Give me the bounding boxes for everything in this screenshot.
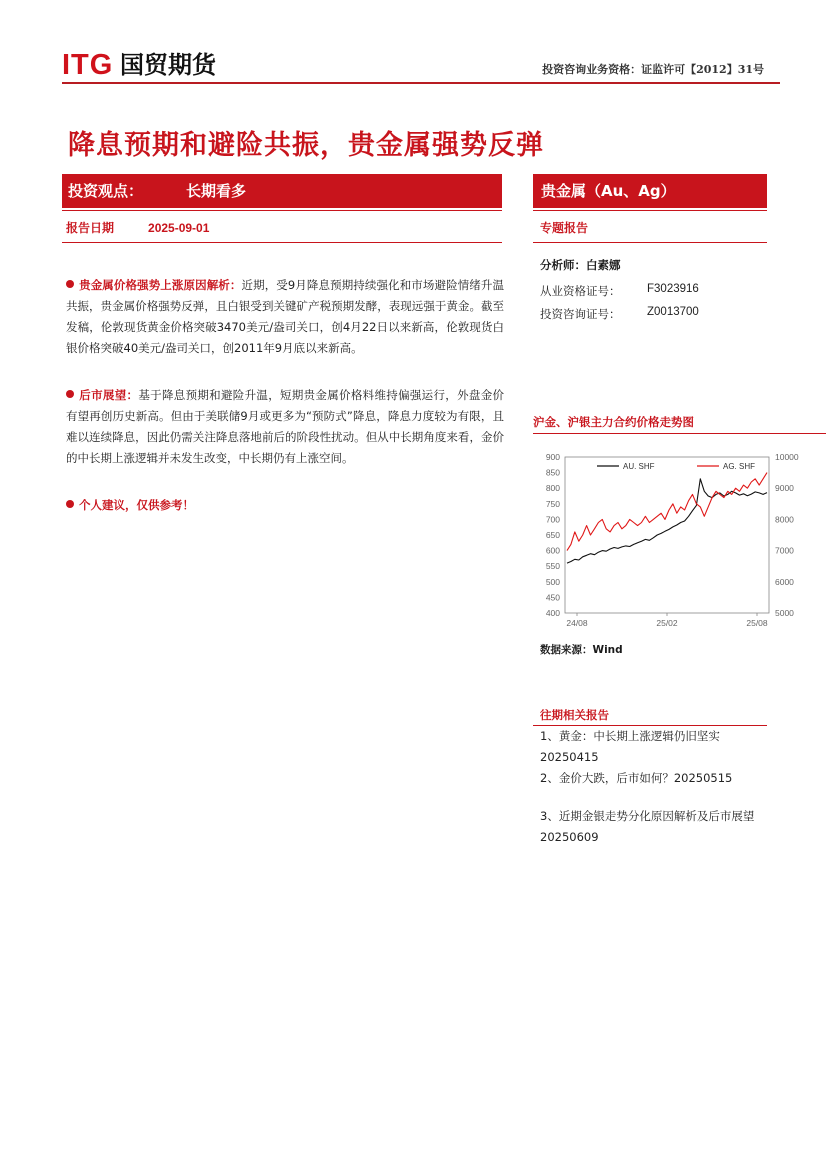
- y-right-tick-label: 9000: [775, 483, 794, 494]
- advisory-cert: [540, 306, 699, 322]
- y-left-tick-label: 700: [545, 514, 560, 525]
- date-underline: [62, 242, 502, 243]
- bullet-icon: [66, 500, 74, 508]
- x-tick-label: 24/08: [566, 618, 588, 628]
- y-left-tick-label: 450: [545, 592, 560, 603]
- y-right-tick-label: 8000: [775, 514, 794, 525]
- cert-value: F3023916: [647, 283, 699, 295]
- y-left-tick-label: 550: [545, 561, 560, 572]
- x-tick-label: 25/02: [656, 618, 678, 628]
- logo-company-name: 国贸期货: [120, 51, 216, 79]
- y-left-tick-label: 850: [545, 467, 560, 478]
- y-left-tick-label: 650: [545, 530, 560, 540]
- cert-value: Z0013700: [647, 306, 699, 318]
- paragraph-heading: 后市展望：: [79, 388, 139, 402]
- chart-title-underline: [533, 433, 826, 434]
- y-left-tick-label: 750: [545, 498, 560, 509]
- chart-source: 数据来源：Wind: [540, 644, 623, 656]
- price-trend-chart: [533, 447, 823, 637]
- y-left-tick-label: 800: [545, 483, 560, 494]
- paragraph-outlook: [66, 385, 504, 469]
- y-left-tick-label: 600: [545, 545, 560, 556]
- cert-label: 从业资格证号：: [540, 284, 621, 298]
- view-bar-underline: [62, 210, 502, 211]
- bullet-icon: [66, 390, 74, 398]
- advice-text: 个人建议，仅供参考！: [79, 498, 194, 512]
- paragraph-price-analysis: [66, 275, 504, 359]
- advice-line: [66, 495, 504, 516]
- investment-view-bar: [62, 174, 502, 208]
- sector-bar: 贵金属（Au、Ag）: [533, 174, 767, 208]
- report-title: 降息预期和避险共振，贵金属强势反弹: [68, 130, 544, 161]
- y-right-tick-label: 6000: [775, 576, 794, 587]
- y-right-tick-label: 5000: [775, 608, 794, 618]
- paragraph-body: 近期，受9月降息预期持续强化和市场避险情绪升温共振，贵金属价格强势反弹，且白银受到关键矿产税预期发酵，表现远强于黄金。截至发稿，伦敦现货黄金价格突破3470美元/盎司关口，创4月22日以来新高，伦敦现货白银价格突破40美元/盎司关口，创2011年9月底以来新高。: [66, 278, 504, 355]
- report-date-row: [66, 219, 243, 236]
- license-text: 投资咨询业务资格：证监许可【2012】31号: [542, 63, 764, 76]
- report-date-value: 2025-09-01: [148, 221, 210, 235]
- y-right-tick-label: 7000: [775, 545, 794, 556]
- x-tick-label: 25/08: [746, 618, 768, 628]
- y-left-tick-label: 500: [545, 576, 560, 587]
- logo-itg: ITG: [62, 49, 114, 81]
- view-label: 投资观点：: [68, 182, 144, 200]
- y-left-tick-label: 400: [545, 608, 560, 618]
- bullet-icon: [66, 280, 74, 288]
- legend-label: AU. SHF: [623, 462, 655, 471]
- y-right-tick-label: 10000: [775, 452, 799, 462]
- related-report-item[interactable]: 1、黄金：中长期上涨逻辑仍旧坚实20250415: [540, 729, 720, 764]
- sector-bar-underline: [533, 210, 767, 211]
- report-date-label: 报告日期: [66, 221, 115, 235]
- related-reports-title: 往期相关报告: [540, 708, 609, 722]
- series-line-ag: [567, 473, 767, 551]
- paragraph-heading: 贵金属价格强势上涨原因解析：: [79, 278, 242, 292]
- related-report-item[interactable]: 2、金价大跌，后市如何？20250515: [540, 771, 733, 785]
- cert-label: 投资咨询证号：: [540, 307, 621, 321]
- type-underline: [533, 242, 767, 243]
- qualification-cert: [540, 283, 699, 299]
- related-report-item[interactable]: 3、近期金银走势分化原因解析及后市展望20250609: [540, 809, 755, 844]
- legend-label: AG. SHF: [723, 462, 756, 471]
- plot-area: [565, 457, 769, 613]
- report-type: 专题报告: [540, 221, 589, 235]
- paragraph-body: 基于降息预期和避险升温，短期贵金属价格料维持偏强运行，外盘金价有望再创历史新高。但由于美联储9月或更多为“预防式”降息，降息力度较为有限，且难以连续降息，因此仍需关注降息落地前后的阶段性扰动。但从中长期角度来看，金价的中长期上涨逻辑并未发生改变，中长期仍有上涨空间。: [66, 388, 505, 465]
- analyst-name: 分析师：白素娜: [540, 258, 621, 272]
- header-divider: [62, 82, 780, 84]
- series-line-au: [567, 479, 767, 563]
- view-value: 长期看多: [186, 182, 247, 200]
- y-left-tick-label: 900: [545, 452, 560, 462]
- chart-title: 沪金、沪银主力合约价格走势图: [533, 415, 694, 429]
